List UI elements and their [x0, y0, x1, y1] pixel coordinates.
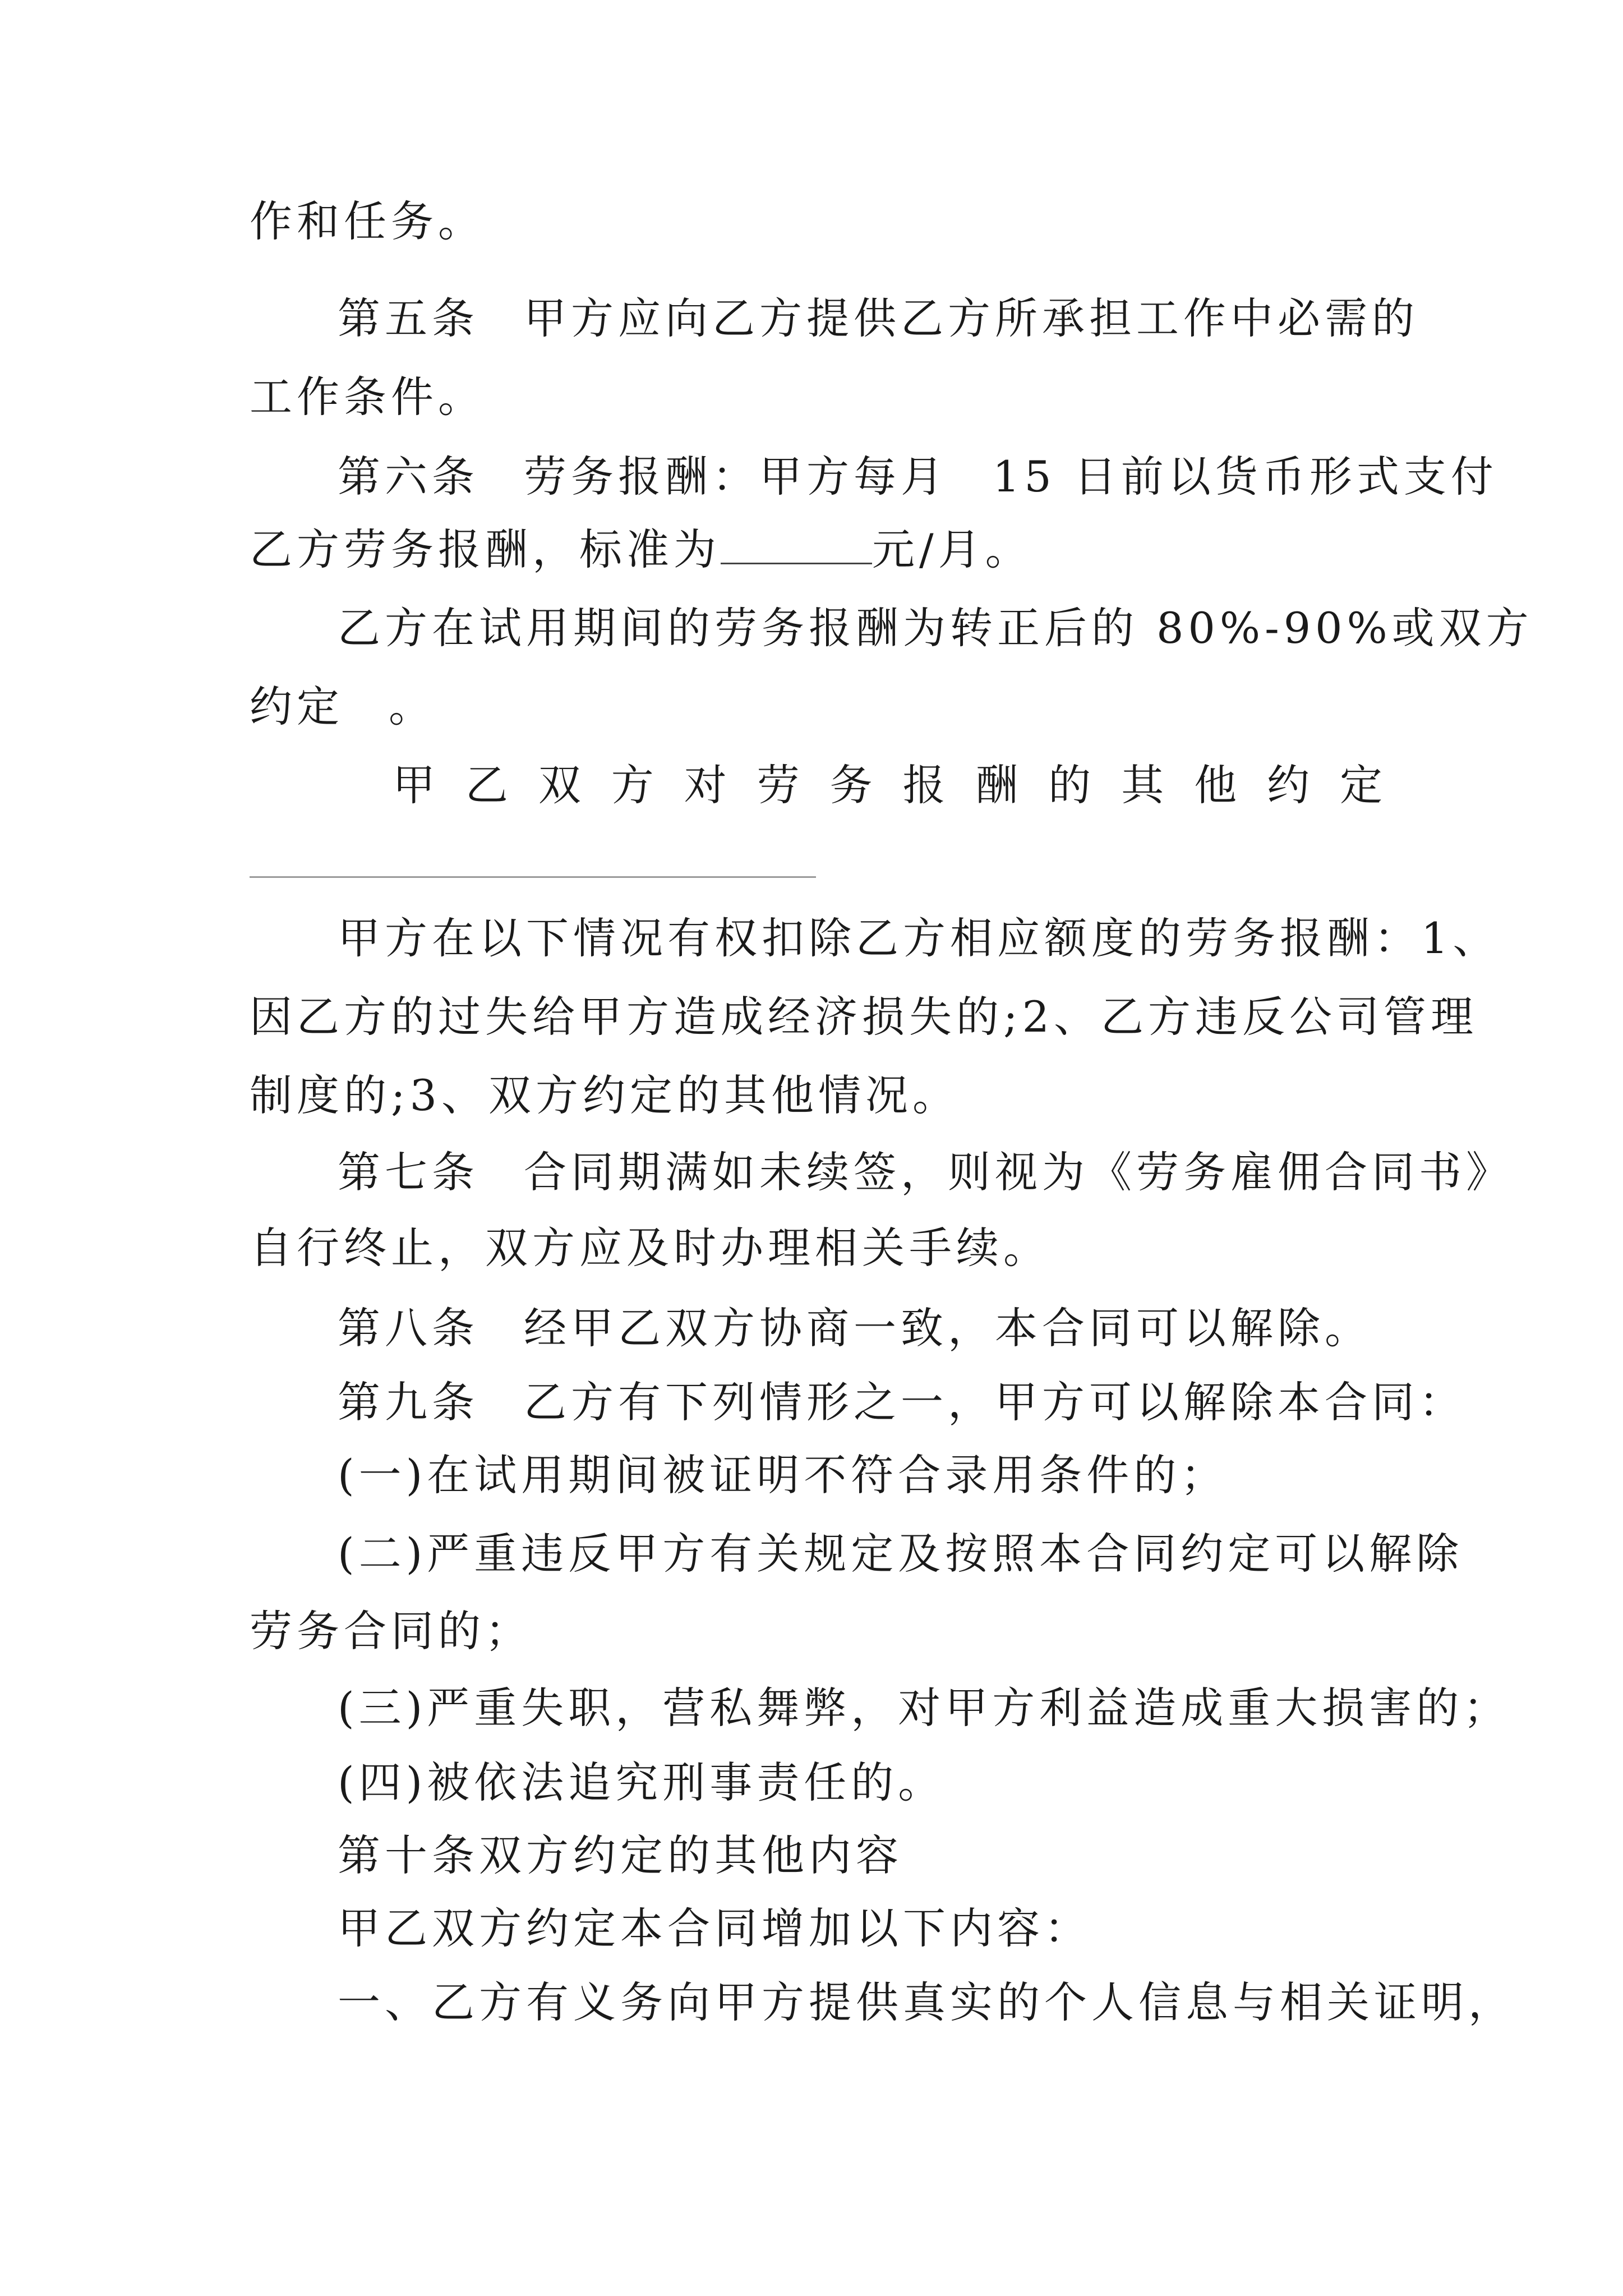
text-line: [250, 1068, 1382, 1124]
heading-char: 方: [611, 760, 654, 810]
list-item: [338, 1526, 1470, 1582]
article-6-heading: [338, 449, 1498, 505]
line-text: 。: [389, 682, 436, 731]
article-text: 合同期满如未续签，则视为《劳务雇佣合同书》: [524, 1147, 1513, 1197]
text-line: [338, 600, 1533, 656]
article-number: 第六条: [338, 452, 479, 501]
fill-in-blank[interactable]: [721, 528, 872, 564]
heading-char: 双: [538, 760, 581, 810]
line-text: 乙方在试用期间的劳务报酬为转正后的 80%-90%或双方: [338, 603, 1533, 653]
horizontal-rule: [250, 876, 816, 878]
line-text: 作和任务。: [250, 196, 485, 246]
article-number: 第九条: [338, 1377, 479, 1427]
line-text: 甲乙双方约定本合同增加以下内容：: [338, 1903, 1091, 1953]
text-line: [250, 369, 1382, 425]
text-line: [250, 522, 1382, 578]
heading-char: 约: [1267, 760, 1310, 810]
line-text: 劳务合同的；: [250, 1606, 532, 1656]
article-8-heading: [338, 1300, 1470, 1356]
line-text: 第十条双方约定的其他内容: [338, 1830, 903, 1880]
heading-char: 其: [1121, 760, 1164, 810]
line-text: 因乙方的过失给甲方造成经济损失的;2、乙方违反公司管理: [250, 992, 1478, 1042]
text-line: [338, 1901, 1470, 1957]
article-text: 劳务报酬：甲方每月: [524, 452, 948, 501]
heading-char: 的: [1048, 760, 1091, 810]
line-text: (四)被依法追究刑事责任的。: [338, 1757, 946, 1807]
article-text: 经甲乙双方协商一致，本合同可以解除。: [524, 1303, 1372, 1353]
article-number: 第八条: [338, 1303, 479, 1353]
article-10-heading: [338, 1828, 1470, 1884]
list-item: [338, 1680, 1511, 1736]
article-number: 第七条: [338, 1147, 479, 1197]
line-text: (二)严重违反甲方有关规定及按照本合同约定可以解除: [338, 1529, 1464, 1579]
line-text: 制度的;3、双方约定的其他情况。: [250, 1070, 960, 1120]
heading-char: 劳: [757, 760, 800, 810]
heading-char: 酬: [975, 760, 1018, 810]
list-item: [338, 1447, 1470, 1503]
text-line: [338, 1975, 1515, 2031]
article-7-heading: [338, 1144, 1513, 1200]
article-5-heading: [338, 291, 1470, 347]
heading-char: 乙: [465, 760, 508, 810]
text-line: [250, 1603, 1382, 1659]
line-text: 自行终止，双方应及时办理相关手续。: [250, 1223, 1050, 1273]
heading-char: 他: [1194, 760, 1237, 810]
heading-char: 对: [684, 760, 727, 810]
spread-heading: [393, 757, 1382, 813]
line-text: 工作条件。: [250, 372, 485, 422]
text-line: [250, 989, 1478, 1045]
text-line: [250, 679, 1382, 735]
line-text: 元/月。: [872, 524, 1032, 574]
heading-char: 报: [902, 760, 946, 810]
heading-char: 甲: [393, 760, 435, 810]
line-text: (三)严重失职，营私舞弊，对甲方利益造成重大损害的；: [338, 1683, 1511, 1733]
article-text: 甲方应向乙方提供乙方所承担工作中必需的: [524, 293, 1419, 343]
text-line: [250, 194, 1382, 250]
text-line: [338, 910, 1500, 967]
line-text: 乙方劳务报酬，标准为: [250, 524, 721, 574]
line-text: (一)在试用期间被证明不符合录用条件的；: [338, 1450, 1228, 1500]
article-9-heading: [338, 1374, 1470, 1430]
line-text: 一、乙方有义务向甲方提供真实的个人信息与相关证明，: [338, 1977, 1515, 2027]
article-text: 乙方有下列情形之一，甲方可以解除本合同：: [524, 1377, 1466, 1427]
heading-char: 务: [829, 760, 873, 810]
article-text: 15 日前以货币形式支付: [993, 452, 1498, 501]
heading-char: 定: [1339, 760, 1382, 810]
list-item: [338, 1755, 1470, 1811]
article-number: 第五条: [338, 293, 479, 343]
line-text: 甲方在以下情况有权扣除乙方相应额度的劳务报酬：1、: [338, 913, 1500, 963]
line-text: 约定: [250, 682, 344, 731]
text-line: [250, 1220, 1382, 1276]
